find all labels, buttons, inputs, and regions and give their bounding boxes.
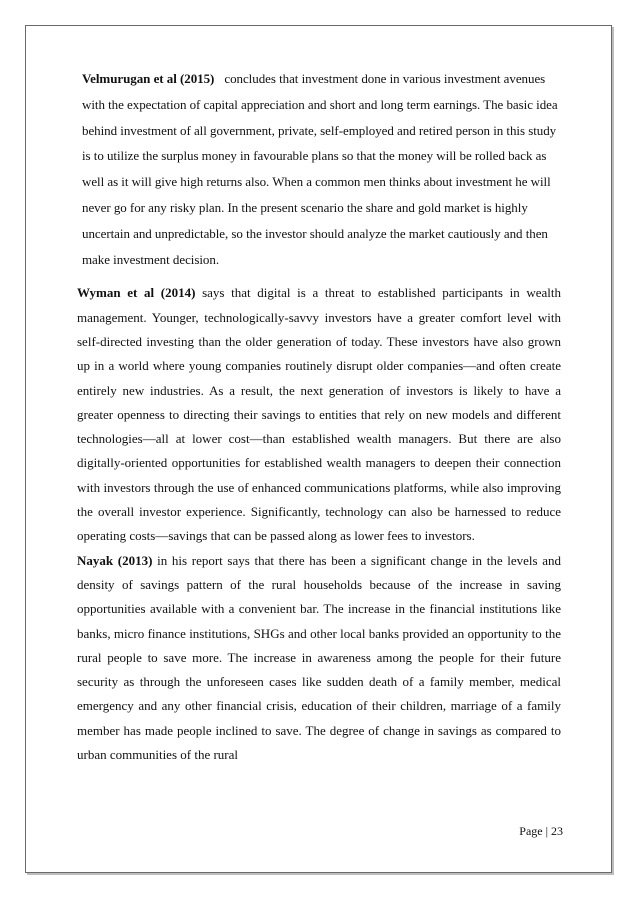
document-body: [77, 66, 561, 767]
paragraph-wyman: [77, 281, 561, 548]
citation-nayak: Nayak (2013): [77, 552, 153, 568]
page-number: Page | 23: [519, 824, 563, 838]
citation-velmurugan: Velmurugan et al (2015): [82, 71, 215, 86]
paragraph-nayak-text: in his report says that there has been a significant change in the levels and density of savings pattern of the rural households because of the increase in saving opportunities available with a convenient bar. The increase in the financial institutions like banks, micro finance institutions, SHGs and other local banks provided an opportunity to the rural people to save more. The increase in awareness among the people for their future security as through the unforeseen cases like sudden death of a family member, medical emergency and any other financial crisis, education of their children, marriage of a family member has made people inclined to save. The degree of change in savings as compared to urban communities of the rural: [77, 552, 562, 763]
citation-wyman: Wyman et al (2014): [77, 285, 196, 301]
paragraph-wyman-text: says that digital is a threat to established participants in wealth management. Younger, technologically-savvy investors have a greater comfort level with self-directed investing than the older generation of today. These investors have also grown up in a world where young companies routinely disrupt older companies—and often create entirely new industries. As a result, the next generation of investors is likely to have a greater openness to directing their savings to entities that rely on new models and different technologies—all at lower cost—than established wealth managers. But there are also digitally-oriented opportunities for established wealth managers to deepen their connection with investors through the use of enhanced communications platforms, while also improving the overall investor experience. Significantly, technology can also be harnessed to reduce operating costs—savings that can be passed along as lower fees to investors.: [77, 285, 561, 544]
paragraph-velmurugan: [77, 66, 561, 272]
paragraph-nayak: [77, 549, 561, 768]
paragraph-velmurugan-text: concludes that investment done in various investment avenues with the expectation of capital appreciation and short and long term earnings. The basic idea behind investment of all government, private, self-employed and retired person in this study is to utilize the surplus money in favourable plans so that the money will be rolled back as well as it will give high returns also. When a common men thinks about investment he will never go for any risky plan. In the present scenario the share and gold market is highly uncertain and unpredictable, so the investor should analyze the market cautiously and then make investment decision.: [82, 71, 558, 267]
